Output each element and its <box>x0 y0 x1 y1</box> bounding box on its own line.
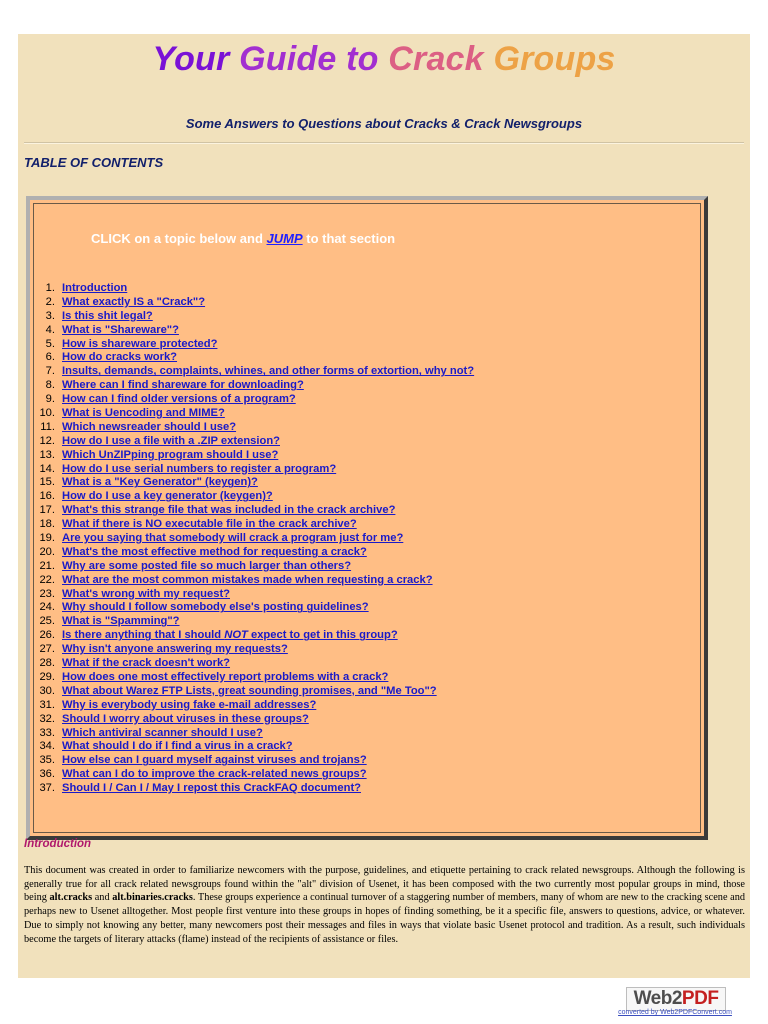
toc-item <box>34 740 694 754</box>
toc-link[interactable]: How can I find older versions of a program? <box>62 393 296 406</box>
toc-item-number: 2. <box>45 295 55 308</box>
toc-item-number: 4. <box>45 323 55 336</box>
document-page <box>18 34 750 978</box>
toc-item-number: 10. <box>39 407 55 420</box>
toc-item <box>34 768 694 782</box>
toc-item <box>34 532 694 546</box>
toc-box <box>26 196 708 840</box>
toc-link-text: expect to get in this group? <box>247 629 398 642</box>
toc-item-number: 15. <box>39 476 55 489</box>
toc-link[interactable]: Should I worry about viruses in these groups? <box>62 712 309 725</box>
toc-item <box>34 518 694 532</box>
toc-item <box>34 754 694 768</box>
title-word-guide-to: Guide to <box>239 40 379 78</box>
converted-by-link[interactable]: converted by Web2PDFConvert.com <box>618 1009 732 1016</box>
toc-item <box>34 699 694 713</box>
toc-link[interactable]: Why isn't anyone answering my requests? <box>62 643 288 656</box>
toc-item-number: 20. <box>39 545 55 558</box>
logo-web-text: Web2 <box>633 988 682 1009</box>
toc-link[interactable]: What if there is NO executable file in the crack archive? <box>62 518 357 531</box>
toc-item-number: 12. <box>39 434 55 447</box>
toc-item-number: 3. <box>45 309 55 322</box>
toc-link[interactable]: What is "Shareware"? <box>62 323 179 336</box>
toc-link[interactable]: What is a "Key Generator" (keygen)? <box>62 476 258 489</box>
toc-item <box>34 407 694 421</box>
toc-item <box>34 490 694 504</box>
toc-link[interactable]: What should I do if I find a virus in a crack? <box>62 740 293 753</box>
toc-item-number: 7. <box>45 365 55 378</box>
toc-item <box>34 296 694 310</box>
toc-item-number: 25. <box>39 615 55 628</box>
toc-link[interactable]: What's wrong with my request? <box>62 587 230 600</box>
toc-link[interactable]: Is this shit legal? <box>62 309 153 322</box>
toc-link[interactable]: How does one most effectively report problems with a crack? <box>62 670 389 683</box>
toc-link-text: Is there anything that I should <box>62 629 225 642</box>
intro-heading: Introduction <box>24 838 92 850</box>
toc-item-number: 36. <box>39 768 55 781</box>
toc-item <box>34 379 694 393</box>
page-subtitle: Some Answers to Questions about Cracks & Crack Newsgroups <box>185 116 583 131</box>
intro-paragraph <box>24 864 745 946</box>
toc-link[interactable]: What if the crack doesn't work? <box>62 657 231 670</box>
toc-item <box>34 588 694 602</box>
toc-item-number: 30. <box>39 684 55 697</box>
toc-inner-frame <box>33 203 701 833</box>
toc-item <box>34 560 694 574</box>
toc-item-number: 35. <box>39 754 55 767</box>
toc-link[interactable]: How is shareware protected? <box>62 337 218 350</box>
toc-item-number: 32. <box>39 712 55 725</box>
toc-item-number: 37. <box>39 782 55 795</box>
toc-link[interactable]: Insults, demands, complaints, whines, and other forms of extortion, why not? <box>62 365 475 378</box>
toc-link[interactable]: What's the most effective method for requesting a crack? <box>62 545 367 558</box>
intro-text-part2: . These groups experience a continual turnover of a staggering number of members, many of whom are new to the cracking scene and perhaps new to Usenet alltogether. Most people first venture into these groups in hopes of finding something, be it a specific file, answers to questions, advice, or whatever. Due to simply not knowing any better, many newcomers post their messages and files in ways that violate basic Usenet protocol and tradition. As a result, such individuals become the targets of literary attacks (flame) instead of the recipients of assistance or files. <box>24 892 746 945</box>
toc-link[interactable]: How do I use a file with a .ZIP extension? <box>62 434 280 447</box>
toc-link[interactable]: Introduction <box>62 282 128 294</box>
toc-item <box>34 782 694 796</box>
toc-item <box>34 713 694 727</box>
logo-pdf-text: PDF <box>681 988 719 1009</box>
toc-link[interactable]: How do I use a key generator (keygen)? <box>62 490 273 503</box>
toc-item <box>34 324 694 338</box>
toc-item <box>34 657 694 671</box>
toc-item-number: 1. <box>45 282 55 294</box>
toc-link[interactable]: What can I do to improve the crack-related news groups? <box>62 768 367 781</box>
toc-item <box>34 463 694 477</box>
toc-item-number: 19. <box>39 532 55 545</box>
toc-item-number: 8. <box>45 379 55 392</box>
toc-item-number: 5. <box>45 337 55 350</box>
intro-group-alt-binaries-cracks: alt.binaries.cracks <box>112 892 193 904</box>
toc-item <box>34 643 694 657</box>
toc-item-number: 23. <box>39 587 55 600</box>
toc-item <box>34 685 694 699</box>
toc-link[interactable]: What are the most common mistakes made when requesting a crack? <box>62 573 433 586</box>
jump-link[interactable]: JUMP <box>266 231 303 246</box>
toc-item-number: 27. <box>39 643 55 656</box>
toc-item <box>34 629 694 643</box>
toc-item-number: 16. <box>39 490 55 503</box>
toc-link[interactable]: Why is everybody using fake e-mail addresses? <box>62 698 317 711</box>
toc-link[interactable]: What is "Spamming"? <box>62 615 180 628</box>
toc-item <box>34 421 694 435</box>
title-word-groups: Groups <box>493 40 616 78</box>
toc-link[interactable]: Where can I find shareware for downloading? <box>62 379 304 392</box>
toc-item <box>34 310 694 324</box>
toc-link[interactable]: Are you saying that somebody will crack a program just for me? <box>62 532 404 545</box>
page-title <box>18 40 750 79</box>
toc-item-number: 31. <box>39 698 55 711</box>
toc-link[interactable]: What is Uencoding and MIME? <box>62 407 225 420</box>
toc-link[interactable]: How do cracks work? <box>62 351 178 364</box>
toc-link[interactable] <box>62 629 398 641</box>
divider <box>24 142 744 144</box>
toc-link[interactable]: What exactly IS a "Crack"? <box>62 295 206 308</box>
toc-link[interactable]: What's this strange file that was included in the crack archive? <box>62 504 396 517</box>
toc-link[interactable]: How do I use serial numbers to register a program? <box>62 462 337 475</box>
toc-item <box>34 365 694 379</box>
toc-item <box>34 504 694 518</box>
toc-link-emphasis: NOT <box>224 629 248 642</box>
toc-item-number: 33. <box>39 726 55 739</box>
toc-item-number: 17. <box>39 504 55 517</box>
toc-item <box>34 615 694 629</box>
toc-item <box>34 601 694 615</box>
toc-item <box>34 671 694 685</box>
toc-item <box>34 435 694 449</box>
toc-item <box>34 574 694 588</box>
web2pdf-logo[interactable] <box>626 987 726 1011</box>
toc-item-number: 13. <box>39 448 55 461</box>
toc-link[interactable]: Should I / Can I / May I repost this CrackFAQ document? <box>62 782 361 795</box>
toc-link[interactable]: How else can I guard myself against viruses and trojans? <box>62 754 367 767</box>
toc-item-number: 26. <box>39 629 55 642</box>
jump-instruction-after: to that section <box>302 231 396 246</box>
intro-text-and: and <box>92 892 113 904</box>
toc-heading: TABLE OF CONTENTS <box>24 155 164 170</box>
toc-link[interactable]: Which UnZIPping program should I use? <box>62 448 279 461</box>
toc-item <box>34 282 694 296</box>
toc-item <box>34 393 694 407</box>
toc-item-number: 14. <box>39 462 55 475</box>
toc-link[interactable]: Which antiviral scanner should I use? <box>62 726 263 739</box>
toc-item <box>34 449 694 463</box>
jump-instruction-before: CLICK on a topic below and <box>91 231 267 246</box>
toc-item-number: 28. <box>39 657 55 670</box>
toc-link[interactable]: What about Warez FTP Lists, great sounding promises, and "Me Too"? <box>62 684 437 697</box>
title-word-crack: Crack <box>388 40 484 78</box>
intro-text-part1: This document was created in order to familiarize newcomers with the purpose, guidelines, and etiquette pertaining to crack related newsgroups. Although the following is generally true for all crack related newsgroups found within the "alt" division of Usenet, it has been composed with the two currently most popular groups in mind, those being <box>24 865 745 904</box>
toc-item <box>34 546 694 560</box>
title-word-your: Your <box>152 40 230 78</box>
toc-link[interactable]: Why should I follow somebody else's posting guidelines? <box>62 601 369 614</box>
toc-item <box>34 351 694 365</box>
toc-item-number: 9. <box>45 393 55 406</box>
toc-item <box>34 476 694 490</box>
toc-item-number: 24. <box>39 601 55 614</box>
intro-group-alt-cracks: alt.cracks <box>49 892 93 904</box>
toc-item <box>34 727 694 741</box>
toc-item-number: 6. <box>45 351 55 364</box>
toc-item-number: 34. <box>39 740 55 753</box>
toc-item-number: 29. <box>39 670 55 683</box>
toc-item-number: 22. <box>39 573 55 586</box>
toc-item-number: 21. <box>39 559 55 572</box>
toc-item-number: 18. <box>39 518 55 531</box>
jump-instruction <box>91 231 395 246</box>
toc-list <box>34 282 694 796</box>
toc-item <box>34 338 694 352</box>
toc-link[interactable]: Which newsreader should I use? <box>62 420 237 433</box>
toc-link[interactable]: Why are some posted file so much larger than others? <box>62 559 352 572</box>
toc-item-number: 11. <box>40 420 55 433</box>
